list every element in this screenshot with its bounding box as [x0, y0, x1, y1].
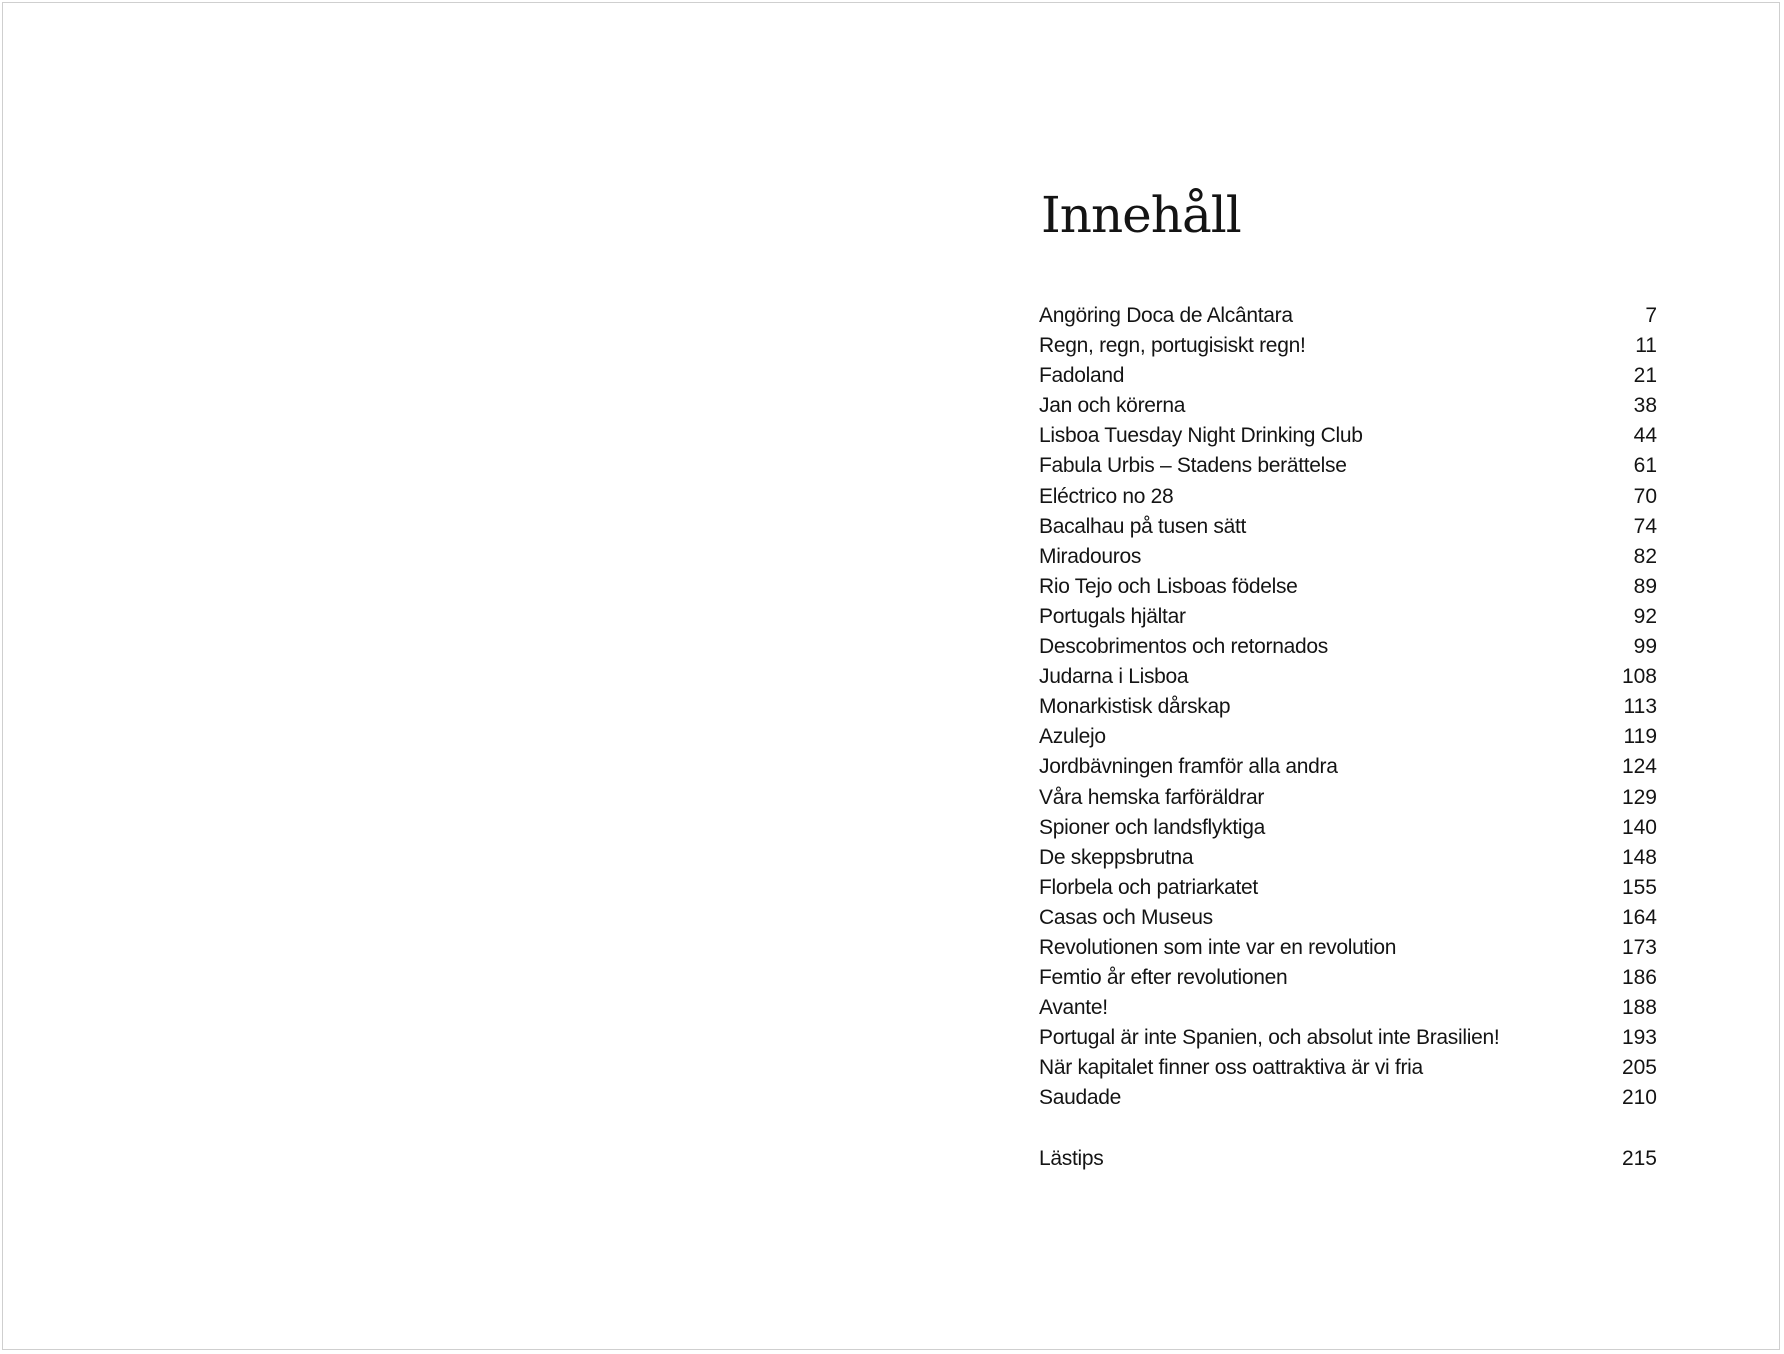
toc-entry-title: Portugals hjältar [1039, 604, 1186, 628]
toc-entry-page: 164 [1621, 905, 1657, 929]
toc-entry-title: Spioner och landsflyktiga [1039, 815, 1265, 839]
toc-entry-page: 92 [1633, 604, 1657, 628]
toc-entry-page: 119 [1623, 725, 1657, 749]
toc-entry [1039, 1053, 1657, 1083]
toc-entry [1039, 542, 1657, 572]
toc-entry [1039, 963, 1657, 993]
toc-entry-page: 193 [1621, 1026, 1657, 1050]
toc-entry-page: 173 [1621, 935, 1657, 959]
toc-entry [1039, 903, 1657, 933]
page-title: Innehåll [1041, 186, 1241, 244]
toc-entry-page: 99 [1633, 635, 1657, 659]
toc-entry-title: Eléctrico no 28 [1039, 484, 1174, 508]
toc-entry [1039, 722, 1657, 752]
toc-entry-title: Monarkistisk dårskap [1039, 695, 1231, 719]
toc-entry [1039, 361, 1657, 391]
toc-entry-page: 148 [1621, 845, 1657, 869]
toc-entry-title: Fabula Urbis – Stadens berättelse [1039, 454, 1347, 478]
toc-entry-title: Descobrimentos och retornados [1039, 635, 1328, 659]
toc-entry-page: 124 [1621, 755, 1657, 779]
toc-entry-title: Jan och körerna [1039, 394, 1186, 418]
toc-entry-page: 113 [1623, 695, 1657, 719]
toc-entry-page: 89 [1633, 574, 1657, 598]
toc-entry [1039, 512, 1657, 542]
toc-entry [1039, 451, 1657, 481]
toc-entry [1039, 602, 1657, 632]
toc-entry-page: 70 [1633, 484, 1657, 508]
toc-entry [1039, 632, 1657, 662]
toc-entry [1039, 662, 1657, 692]
toc-entry-title: Bacalhau på tusen sätt [1039, 514, 1247, 538]
toc-entry-page: 140 [1621, 815, 1657, 839]
toc-entry [1039, 692, 1657, 722]
toc-entry-title: Regn, regn, portugisiskt regn! [1039, 334, 1306, 358]
toc-entry [1039, 572, 1657, 602]
toc-entry-title: Angöring Doca de Alcântara [1039, 304, 1293, 327]
toc-entry-page: 108 [1621, 665, 1657, 689]
toc-entry-title: Rio Tejo och Lisboas födelse [1039, 574, 1298, 598]
toc-entry [1039, 933, 1657, 963]
toc-entry-page: 215 [1621, 1147, 1657, 1170]
toc-entry-appendix [1039, 1144, 1657, 1174]
toc-entry-page: 61 [1633, 454, 1657, 478]
toc-entry [1039, 391, 1657, 421]
toc-entry [1039, 993, 1657, 1023]
toc-entry-title: Våra hemska farföräldrar [1039, 785, 1265, 809]
toc-list [1039, 301, 1657, 1114]
toc-entry-page: 21 [1633, 364, 1657, 388]
toc-entry-page: 11 [1635, 334, 1657, 358]
toc-entry-title: Azulejo [1039, 725, 1106, 749]
toc-entry-title: Miradouros [1039, 544, 1142, 568]
toc-entry-page: 82 [1633, 544, 1657, 568]
toc-entry [1039, 813, 1657, 843]
toc-entry-page: 74 [1633, 514, 1657, 538]
toc-entry-page: 188 [1621, 996, 1657, 1020]
toc-entry [1039, 482, 1657, 512]
toc-entry-page: 38 [1633, 394, 1657, 418]
toc-entry-page: 210 [1621, 1086, 1657, 1110]
toc-appendix [1039, 1144, 1657, 1174]
toc-entry-page: 7 [1645, 304, 1657, 327]
toc-entry-title: Femtio år efter revolutionen [1039, 966, 1288, 990]
book-spread [2, 2, 1780, 1350]
toc-entry-title: Portugal är inte Spanien, och absolut inte Brasilien! [1039, 1026, 1500, 1050]
toc-entry [1039, 1083, 1657, 1113]
toc-entry-title: Judarna i Lisboa [1039, 665, 1189, 689]
toc-entry [1039, 421, 1657, 451]
right-page [1039, 3, 1659, 1349]
toc-entry [1039, 331, 1657, 361]
toc-entry-title: Avante! [1039, 996, 1108, 1020]
toc-entry-title: Florbela och patriarkatet [1039, 875, 1258, 899]
toc-entry-title: Lisboa Tuesday Night Drinking Club [1039, 424, 1363, 448]
toc-entry-title: När kapitalet finner oss oattraktiva är vi fria [1039, 1056, 1423, 1080]
toc-entry-page: 44 [1633, 424, 1657, 448]
toc-entry [1039, 783, 1657, 813]
toc-entry [1039, 843, 1657, 873]
toc-entry [1039, 301, 1657, 331]
toc-entry-title: Revolutionen som inte var en revolution [1039, 935, 1397, 959]
toc-entry-title: Fadoland [1039, 364, 1125, 388]
toc-entry-title: Casas och Museus [1039, 905, 1213, 929]
toc-entry [1039, 873, 1657, 903]
toc-entry-page: 205 [1621, 1056, 1657, 1080]
toc-entry-title: De skeppsbrutna [1039, 845, 1194, 869]
toc-entry-page: 129 [1621, 785, 1657, 809]
toc-entry-title: Jordbävningen framför alla andra [1039, 755, 1338, 779]
toc-entry [1039, 752, 1657, 782]
toc-entry-page: 155 [1621, 875, 1657, 899]
toc-entry-title: Lästips [1039, 1147, 1104, 1170]
toc-entry [1039, 1023, 1657, 1053]
toc-entry-page: 186 [1621, 966, 1657, 990]
toc-entry-title: Saudade [1039, 1086, 1121, 1110]
